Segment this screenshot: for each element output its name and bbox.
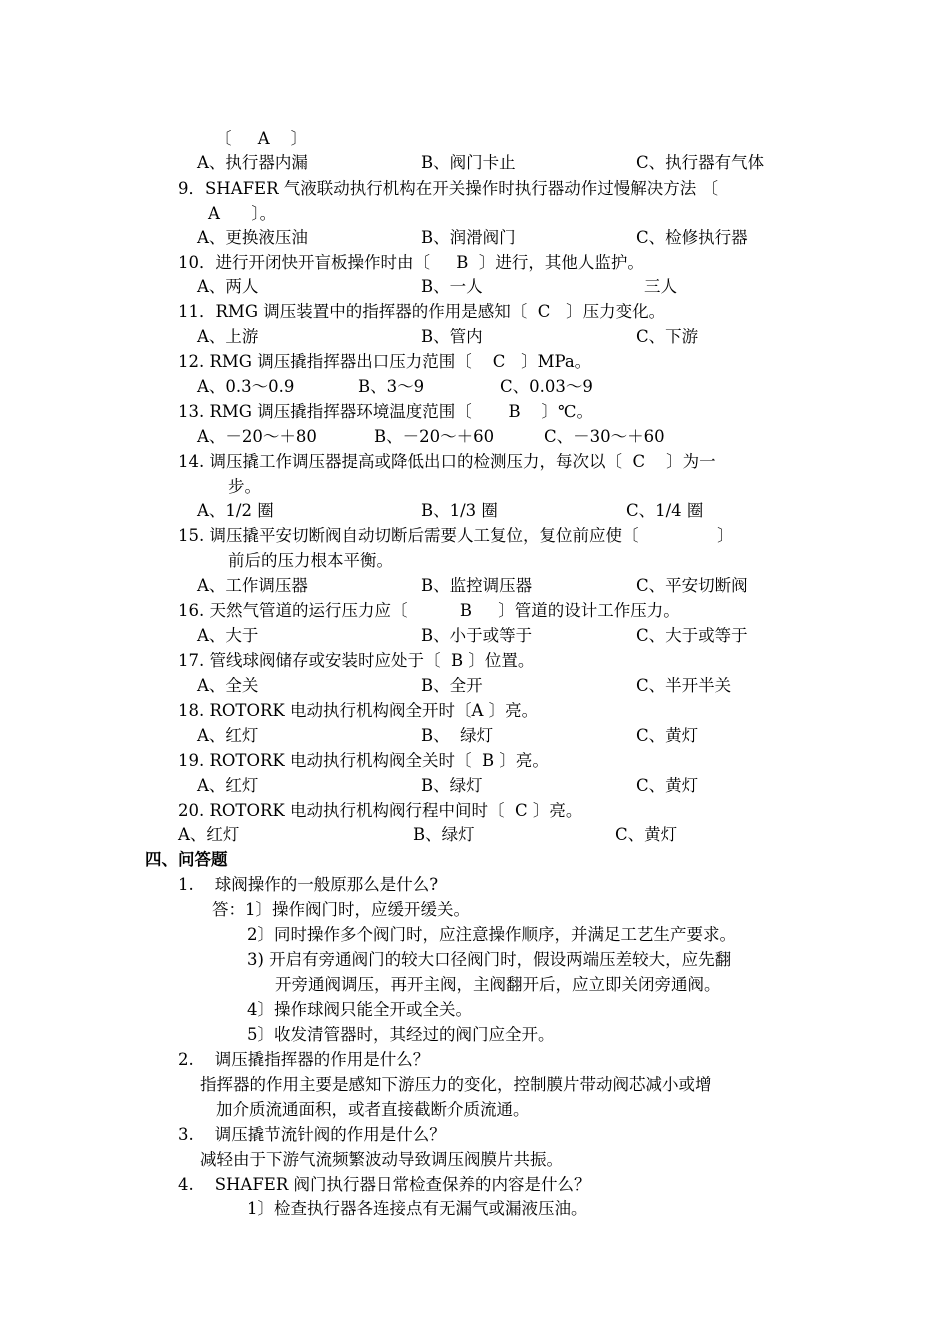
qa-answer-line: 指挥器的作用主要是感知下游压力的变化，控制膜片带动阀芯减小或增 — [200, 1075, 712, 1094]
option-a: A、0.3～0.9 — [197, 377, 295, 396]
option-b: B、全开 — [421, 676, 483, 695]
qa-answer-line: 减轻由于下游气流频繁波动导致调压阀膜片共振。 — [200, 1150, 563, 1169]
option-a: A、－20～＋80 — [197, 427, 317, 446]
option-c: C、执行器有气体 — [636, 153, 765, 172]
option-a: A、全关 — [197, 676, 259, 695]
question-14: 14. 调压撬工作调压器提高或降低出口的检测压力，每次以〔 C 〕为一 — [178, 452, 716, 471]
option-a: A、红灯 — [197, 776, 259, 795]
question-18: 18. ROTORK 电动执行机构阀全开时〔A 〕亮。 — [178, 701, 539, 720]
option-b: B、润滑阀门 — [421, 228, 516, 247]
option-b: B、绿灯 — [421, 776, 483, 795]
option-b: B、阀门卡止 — [421, 153, 516, 172]
option-b: B、小于或等于 — [421, 626, 533, 645]
question-12: 12. RMG 调压撬指挥器出口压力范围〔 C 〕MPa。 — [178, 352, 592, 371]
option-b: B、监控调压器 — [421, 576, 533, 595]
option-a: A、更换液压油 — [197, 228, 308, 247]
option-c: C、平安切断阀 — [636, 576, 748, 595]
question-9: 9．SHAFER 气液联动执行机构在开关操作时执行器动作过慢解决方法 〔 — [178, 179, 719, 198]
option-c: C、检修执行器 — [636, 228, 748, 247]
option-a: A、上游 — [197, 327, 259, 346]
option-c: C、大于或等于 — [636, 626, 748, 645]
qa-question-1: 1. 球阀操作的一般原那么是什么? — [178, 875, 439, 894]
section-heading: 四、问答题 — [145, 850, 228, 869]
option-b: B、－20～＋60 — [374, 427, 495, 446]
qa-answer-line: 1〕检查执行器各连接点有无漏气或漏液压油。 — [247, 1199, 588, 1218]
option-b: B、1/3 圈 — [421, 501, 498, 520]
question-20: 20. ROTORK 电动执行机构阀行程中间时〔 C 〕亮。 — [178, 801, 583, 820]
option-a: A、工作调压器 — [197, 576, 308, 595]
qa-answer-line: 开旁通阀调压，再开主阀，主阀翻开后，应立即关闭旁通阀。 — [275, 975, 721, 994]
option-c: C、半开半关 — [636, 676, 732, 695]
question-17: 17. 管线球阀储存或安装时应处于〔 B 〕位置。 — [178, 651, 535, 670]
option-a: A、1/2 圈 — [197, 501, 274, 520]
option-a: A、红灯 — [178, 825, 240, 844]
option-b: B、一人 — [421, 277, 483, 296]
option-b: B、绿灯 — [413, 825, 475, 844]
option-a: A、两人 — [197, 277, 259, 296]
qa-question-4: 4. SHAFER 阀门执行器日常检查保养的内容是什么？ — [178, 1175, 591, 1194]
question-10: 10．进行开闭快开盲板操作时由〔 B 〕进行，其他人监护。 — [178, 253, 644, 272]
qa-answer-line: 4〕操作球阀只能全开或全关。 — [247, 1000, 472, 1019]
option-c: C、1/4 圈 — [626, 501, 704, 520]
question-13: 13. RMG 调压撬指挥器环境温度范围〔 B 〕℃。 — [178, 402, 594, 421]
option-c: C、－30～＋60 — [544, 427, 665, 446]
option-a: A、红灯 — [197, 726, 259, 745]
option-c: C、黄灯 — [615, 825, 678, 844]
option-c: C、黄灯 — [636, 726, 699, 745]
option-c: 三人 — [644, 277, 677, 296]
option-c: C、下游 — [636, 327, 699, 346]
text-line: 〔 A 〕 — [215, 129, 308, 148]
qa-answer-line: 2〕同时操作多个阀门时，应注意操作顺序，并满足工艺生产要求。 — [247, 925, 736, 944]
qa-answer-line: 3) 开启有旁通阀门的较大口径阀门时，假设两端压差较大，应先翻 — [247, 950, 732, 969]
question-19: 19. ROTORK 电动执行机构阀全关时〔 B 〕亮。 — [178, 751, 549, 770]
question-15-cont: 前后的压力根本平衡。 — [228, 551, 393, 570]
question-15: 15. 调压撬平安切断阀自动切断后需要人工复位，复位前应使〔 〕 — [178, 526, 734, 545]
option-b: B、 绿灯 — [421, 726, 494, 745]
qa-answer-line: 加介质流通面积，或者直接截断介质流通。 — [216, 1100, 530, 1119]
option-c: C、黄灯 — [636, 776, 699, 795]
question-11: 11．RMG 调压装置中的指挥器的作用是感知〔 C 〕压力变化。 — [178, 302, 666, 321]
question-9-cont: A 〕。 — [208, 204, 277, 223]
question-14-cont: 步。 — [228, 477, 261, 496]
option-b: B、管内 — [421, 327, 483, 346]
qa-answer-line: 答：1〕操作阀门时，应缓开缓关。 — [212, 900, 470, 919]
qa-answer-line: 5〕收发清管器时，其经过的阀门应全开。 — [247, 1025, 555, 1044]
option-c: C、0.03～9 — [500, 377, 593, 396]
option-a: A、执行器内漏 — [197, 153, 308, 172]
option-b: B、3～9 — [358, 377, 425, 396]
question-16: 16. 天然气管道的运行压力应〔 B 〕管道的设计工作压力。 — [178, 601, 680, 620]
option-a: A、大于 — [197, 626, 259, 645]
qa-question-2: 2. 调压撬指挥器的作用是什么？ — [178, 1050, 430, 1069]
qa-question-3: 3. 调压撬节流针阀的作用是什么？ — [178, 1125, 446, 1144]
